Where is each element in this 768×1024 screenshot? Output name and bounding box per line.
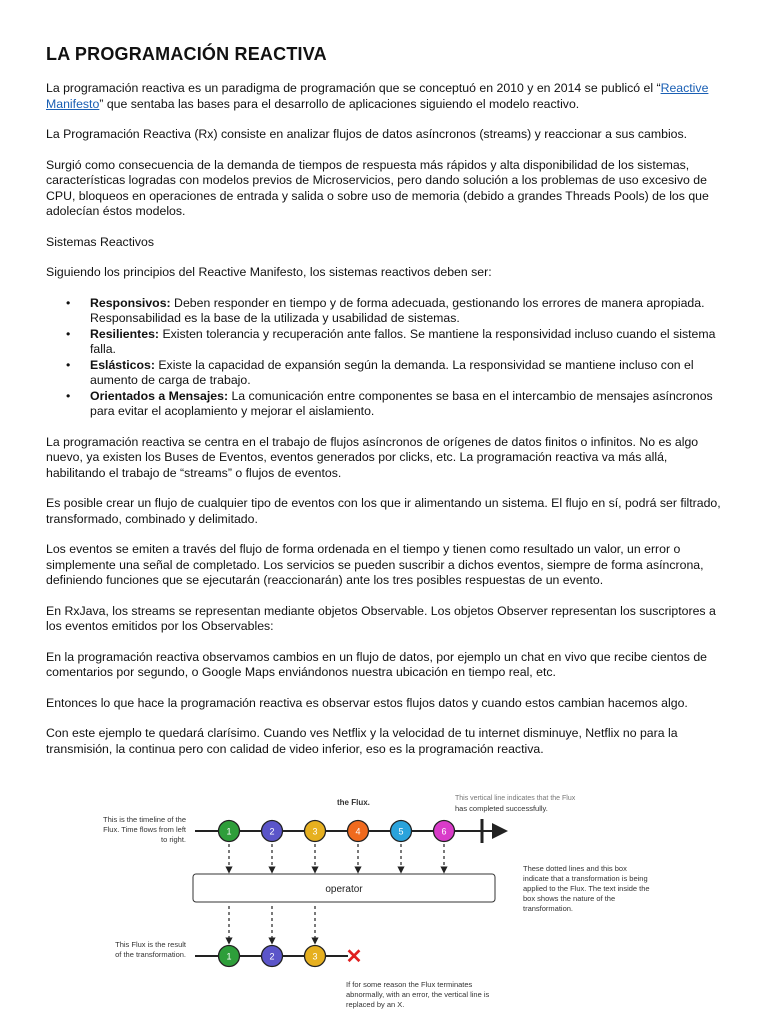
error-x-icon: ✕: [345, 946, 363, 968]
focus-paragraph: La programación reactiva se centra en el trabajo de flujos asíncronos de orígenes de datos finitos o infinitos. No es algo nuevo, ya existen los Buses de Eventos, eventos generados por clicks, etc. La programación reactiva va más allá, habilitando el trabajo de “streams” o flujos de eventos.: [46, 434, 699, 480]
error-note: [346, 980, 490, 1009]
observe-paragraph: En la programación reactiva observamos cambios en un flujo de datos, por ejemplo un chat en vivo que recibe cientos de comentarios por segundo, o Google Maps enviándonos nuestra ubicación en tiempo real, etc.: [46, 649, 707, 679]
bullet-icon: •: [66, 326, 71, 341]
marble-label: 3: [312, 826, 318, 837]
section-heading: Sistemas Reactivos: [46, 234, 154, 249]
bullet-icon: •: [66, 388, 71, 403]
create-paragraph: Es posible crear un flujo de cualquier tipo de eventos con los que ir alimentando un sistema. El flujo en sí, podrá ser filtrado, transformado, combinado y delimitado.: [46, 496, 721, 526]
operator-note-line: applied to the Flux. The text inside the: [523, 884, 650, 893]
list-item-text: La comunicación entre componentes se basa en el intercambio de mensajes asíncronos para evitar el acoplamiento y mejorar el aislamiento.: [90, 388, 713, 418]
origin-paragraph: Surgió como consecuencia de la demanda de tiempos de respuesta más rápidos y alta disponibilidad de los sistemas, características logradas con modelos previos de Microservicios, pero dando solución a los problemas de uso excesivo de CPU, bloqueos en operaciones de entrada y salida o sobre uso de memoria (debido a grandes Threads Pools) de los que adolecían éstos modelos.: [46, 157, 709, 218]
flux-label: the Flux.: [337, 798, 370, 807]
principles-list: [46, 296, 726, 420]
principles-paragraph: Siguiendo los principios del Reactive Manifesto, los sistemas reactivos deben ser:: [46, 265, 492, 279]
operator-note-line: box shows the nature of the: [523, 894, 616, 903]
intro-text-start: La programación reactiva es un paradigma de programación que se conceptuó en 2010 y en 2014 se publicó el “: [46, 81, 661, 95]
marble-label: 2: [269, 826, 275, 837]
list-item-term: Eslásticos:: [90, 357, 155, 372]
timeline-note-line: Flux. Time flows from left: [103, 825, 186, 834]
list-item-term: Resilientes:: [90, 326, 160, 341]
error-note-line: If for some reason the Flux terminates: [346, 980, 473, 989]
list-item-term: Responsivos:: [90, 295, 171, 310]
timeline-note: [103, 815, 187, 844]
marble-label: 2: [269, 951, 275, 962]
timeline-note-line: to right.: [160, 835, 186, 844]
bottom-marbles: [219, 946, 326, 967]
operator-note-line: transformation.: [523, 904, 574, 913]
result-note-line: This Flux is the result: [115, 940, 186, 949]
list-item: [66, 357, 726, 389]
list-item-text: Existen tolerancia y recuperación ante fallos. Se mantiene la responsividad incluso cuando el sistema falla.: [90, 326, 716, 356]
bottom-dotted-arrows: [229, 906, 315, 941]
error-note-line: abnormally, with an error, the vertical line is: [346, 990, 490, 999]
page-title: LA PROGRAMACIÓN REACTIVA: [46, 44, 327, 64]
rx-paragraph: La Programación Reactiva (Rx) consiste en analizar flujos de datos asíncronos (streams) y reaccionar a sus cambios.: [46, 127, 688, 141]
intro-text-end: ” que sentaba las bases para el desarrollo de aplicaciones siguiendo el modelo reactivo.: [99, 96, 580, 111]
reactive-manifesto-link[interactable]: Reactive Manifesto: [46, 81, 709, 111]
operator-note-line: These dotted lines and this box: [523, 864, 627, 873]
document-page: [46, 44, 726, 772]
marble-label: 6: [441, 826, 447, 837]
events-paragraph: Los eventos se emiten a través del flujo de forma ordenada en el tiempo y tienen como resultado un valor, un error o simplemente una señal de completado. Los servicios se pueden suscribir a dichos eventos, siempre de forma asíncrona, definiendo funciones que se ejecutarán (reaccionarán) ante los tres posibles respuestas de un evento.: [46, 542, 704, 587]
list-item-term: Orientados a Mensajes:: [90, 388, 229, 403]
error-note-line: replaced by an X.: [346, 1000, 405, 1009]
operator-label: operator: [325, 884, 363, 895]
operator-note-line: indicate that a transformation is being: [523, 874, 648, 883]
top-dotted-arrows: [229, 844, 444, 870]
bullet-icon: •: [66, 295, 71, 310]
list-item: [66, 388, 726, 420]
marble-label: 3: [312, 951, 318, 962]
completed-note: has completed successfully.: [455, 804, 548, 813]
example-paragraph: Con este ejemplo te quedará clarísimo. Cuando ves Netflix y la velocidad de tu internet disminuye, Netflix no para la transmisión, la continua pero con calidad de video inferior, eso es la programación reactiva.: [46, 726, 678, 756]
intro-paragraph: [46, 81, 726, 112]
flux-marble-diagram: [0, 786, 768, 1024]
marble-label: 5: [398, 826, 404, 837]
list-item: [66, 295, 726, 327]
marble-label: 1: [226, 951, 232, 962]
operator-note: [523, 864, 650, 913]
completed-note-top: This vertical line indicates that the Flux: [455, 795, 576, 802]
timeline-note-line: This is the timeline of the: [103, 815, 186, 824]
result-note: [115, 940, 187, 959]
marble-label: 4: [355, 826, 361, 837]
list-item: [66, 326, 726, 358]
list-item-text: Deben responder en tiempo y de forma adecuada, gestionando los errores de manera apropiada. Responsabilidad es la base de la utilizada y usabilidad de sistemas.: [90, 295, 705, 325]
rxjava-paragraph: En RxJava, los streams se representan mediante objetos Observable. Los objetos Observer representan los suscriptores a los eventos emitidos por los Observables:: [46, 603, 716, 633]
bullet-icon: •: [66, 357, 71, 372]
marble-label: 1: [226, 826, 232, 837]
list-item-text: Existe la capacidad de expansión según la demanda. La responsividad se mantiene incluso con el aumento de carga de trabajo.: [90, 357, 694, 387]
then-paragraph: Entonces lo que hace la programación reactiva es observar estos flujos datos y cuando estos cambian hacemos algo.: [46, 695, 688, 710]
result-note-line: of the transformation.: [115, 950, 186, 959]
